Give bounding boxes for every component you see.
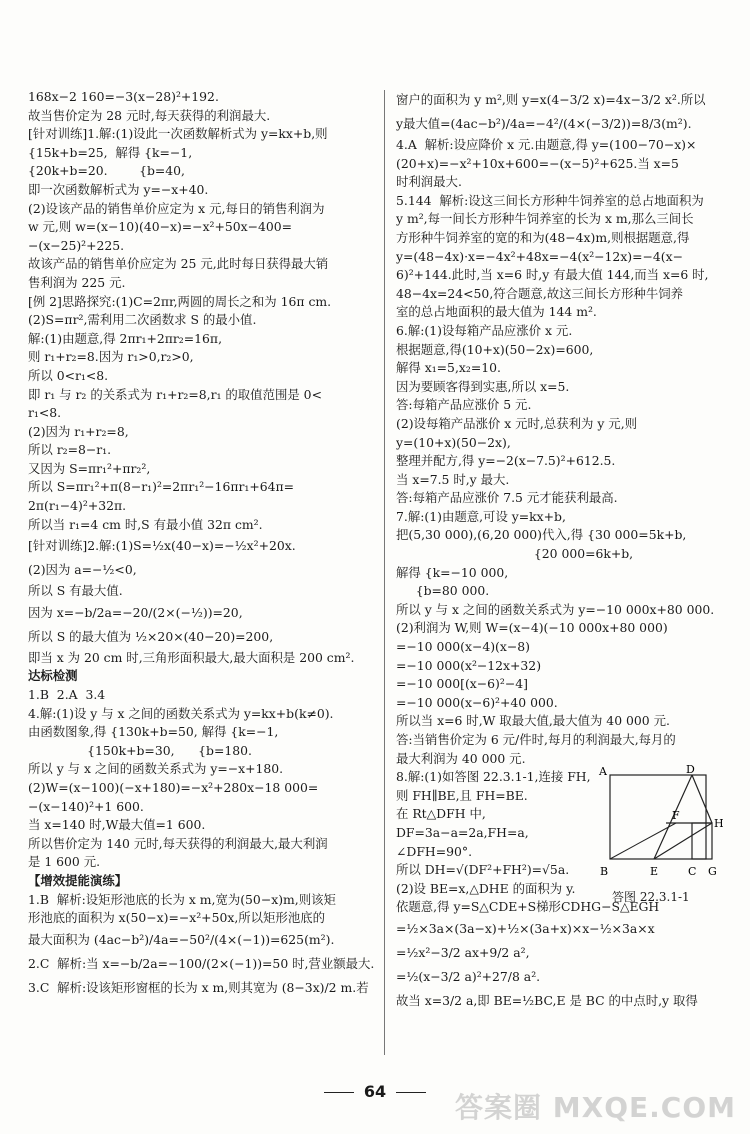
text-line: 因为要顾客得到实惠,所以 x=5.	[396, 378, 570, 394]
text-line: 当 x=7.5 时,y 最大.	[396, 471, 510, 487]
text-line: =−10 000[(x−6)²−4]	[396, 676, 528, 692]
text-line: 又因为 S=πr₁²+πr₂²,	[28, 460, 151, 476]
text-line: 所以 S=πr₁²+π(8−r₁)²=2πr₁²−16πr₁+64π=	[28, 479, 295, 495]
text-line: 所以当 x=6 时,W 取最大值,最大值为 40 000 元.	[396, 713, 670, 729]
text-line: 达标检测	[28, 668, 78, 684]
text-line: y最大值=(4ac−b²)/4a=−4²/(4×(−3/2))=8/3(m²).	[396, 116, 692, 131]
text-line: 故当 x=3/2 a,即 BE=½BC,E 是 BC 的中点时,y 取得	[396, 992, 698, 1008]
text-line: 6.解:(1)设每箱产品应涨价 x 元.	[396, 322, 573, 338]
text-line: 6)²+144.此时,当 x=6 时,y 有最大值 144,而当 x=6 时,	[396, 267, 709, 283]
text-line: 所以 y 与 x 之间的函数关系式为 y=−10 000x+80 000.	[396, 601, 715, 617]
text-line: {20k+b=20. {b=40,	[28, 163, 185, 179]
text-line: (2)设每箱产品涨价 x 元时,总获利为 y 元,则	[396, 415, 638, 431]
text-line: 3.C 解析:设该矩形窗框的长为 x m,则其宽为 (8−3x)/2 m.若	[28, 979, 369, 995]
geometry-figure	[596, 763, 724, 885]
text-line: 1.B 2.A 3.4	[28, 687, 106, 703]
text-line: (2)因为 r₁+r₂=8,	[28, 423, 129, 439]
text-line: 则 r₁+r₂=8.因为 r₁>0,r₂>0,	[28, 349, 194, 365]
text-line: [例 2]思路探究:(1)C=2πr,两圆的周长之和为 16π cm.	[28, 293, 332, 309]
text-line: =½(x−3/2 a)²+27/8 a².	[396, 968, 541, 984]
text-line: 5.144 解析:设这三间长方形种牛饲养室的总占地面积为	[396, 192, 704, 208]
text-line: 故该产品的销售单价应定为 25 元,此时每日获得最大销	[28, 256, 329, 272]
label-D: D	[686, 763, 695, 776]
text-line: 解得 x₁=5,x₂=10.	[396, 360, 501, 376]
text-line: 形池底的面积为 x(50−x)=−x²+50x,所以矩形池底的	[28, 910, 325, 926]
text-line: 1.B 解析:设矩形池底的长为 x m,宽为(50−x)m,则该矩	[28, 891, 336, 907]
text-line: 则 FH∥BE,且 FH=BE.	[396, 787, 528, 803]
text-line: y=(10+x)(50−2x),	[396, 434, 511, 450]
text-line: =½×3a×(3a−x)+½×(3a+x)×x−½×3a×x	[396, 920, 655, 936]
text-line: 8.解:(1)如答图 22.3.1-1,连接 FH,	[396, 769, 591, 785]
text-line: (2)W=(x−100)(−x+180)=−x²+280x−18 000=	[28, 780, 319, 795]
text-line: {150k+b=30, {b=180.	[28, 742, 252, 758]
text-line: 2.C 解析:当 x=−b/2a=−100/(2×(−1))=50 时,营业额最大.	[28, 955, 375, 971]
text-line: 售利润为 225 元.	[28, 274, 126, 290]
text-line: 即一次函数解析式为 y=−x+40.	[28, 181, 209, 197]
text-line: 所以 r₂=8−r₁.	[28, 442, 112, 458]
text-line: 整理并配方,得 y=−2(x−7.5)²+612.5.	[396, 453, 616, 469]
text-line: {15k+b=25, 解得 {k=−1,	[28, 144, 193, 160]
text-line: (20+x)=−x²+10x+600=−(x−5)²+625.当 x=5	[396, 155, 679, 171]
figure-caption: 答图 22.3.1-1	[612, 890, 690, 904]
label-B: B	[600, 865, 609, 878]
text-line: 48−4x=24<50,符合题意,故这三间长方形种牛饲养	[396, 285, 684, 301]
text-line: (2)利润为 W,则 W=(x−4)(−10 000x+80 000)	[396, 620, 668, 636]
text-line: 7.解:(1)由题意,可设 y=kx+b,	[396, 508, 566, 524]
text-line: 【增效提能演练】	[28, 872, 128, 888]
watermark-logo: 答案圈 MXQE.COM	[455, 1091, 736, 1124]
text-line: 2π(r₁−4)²+32π.	[28, 498, 127, 514]
text-line: 当 x=140 时,W最大值=1 600.	[28, 817, 206, 833]
label-A: A	[599, 765, 607, 778]
text-line: ∠DFH=90°.	[396, 843, 473, 859]
text-line: 把(5,30 000),(6,20 000)代入,得 {30 000=5k+b,	[396, 527, 687, 543]
text-line: 解得 {k=−10 000,	[396, 564, 509, 580]
text-line: (2)S=πr²,需利用二次函数求 S 的最小值.	[28, 312, 257, 328]
text-line: 最大面积为 (4ac−b²)/4a=−50²/(4×(−1))=625(m²).	[28, 931, 335, 947]
text-line: 所以售价定为 140 元时,每天获得的利润最大,最大利润	[28, 835, 328, 851]
text-line: 方形种牛饲养室的宽的和为(48−4x)m,则根据题意,得	[396, 229, 690, 245]
text-line: 答:当销售价定为 6 元/件时,每月的利润最大,每月的	[396, 732, 676, 747]
text-line: 所以 y 与 x 之间的函数关系式为 y=−x+180.	[28, 761, 284, 777]
text-line: (2)设 BE=x,△DHE 的面积为 y.	[396, 880, 576, 896]
text-line: [针对训练]2.解:(1)S=½x(40−x)=−½x²+20x.	[28, 538, 296, 554]
text-line: 是 1 600 元.	[28, 854, 101, 870]
text-line: 在 Rt△DFH 中,	[396, 806, 486, 822]
text-line: r₁<8.	[28, 405, 62, 421]
text-line: =½x²−3/2 ax+9/2 a²,	[396, 944, 530, 960]
text-line: 故当售价定为 28 元时,每天获得的利润最大.	[28, 107, 271, 123]
text-line: 答:每箱产品应涨价 5 元.	[396, 397, 532, 413]
text-line: −(x−140)²+1 600.	[28, 798, 144, 814]
text-line: y m²,每一间长方形种牛饲养室的长为 x m,那么三间长	[396, 211, 694, 227]
text-line: 最大利润为 40 000 元.	[396, 750, 526, 766]
text-line: 所以 S 有最大值.	[28, 583, 123, 599]
text-line: 所以当 r₁=4 cm 时,S 有最小值 32π cm².	[28, 516, 263, 532]
text-line: 因为 x=−b/2a=−20/(2×(−½))=20,	[28, 604, 243, 620]
page-number: 64	[0, 1082, 750, 1101]
left-column	[28, 88, 375, 1000]
text-line: 所以 S 的最大值为 ½×20×(40−20)=200,	[28, 628, 274, 644]
text-line: (2)设该产品的销售单价应定为 x 元,每日的销售利润为	[28, 200, 325, 216]
text-line: 即 r₁ 与 r₂ 的关系式为 r₁+r₂=8,r₁ 的取值范围是 0<	[28, 386, 322, 402]
text-line: 依题意,得 y=S△CDE+S梯形CDHG−S△EGH	[396, 899, 660, 915]
text-line: {b=80 000.	[396, 583, 490, 599]
label-C: C	[688, 865, 697, 878]
text-line: =−10 000(x²−12x+32)	[396, 657, 542, 673]
label-H: H	[714, 817, 724, 830]
label-F: F	[672, 809, 680, 822]
text-line: 窗户的面积为 y m²,则 y=x(4−3/2 x)=4x−3/2 x².所以	[396, 92, 706, 107]
text-line: 4.A 解析:设应降价 x 元.由题意,得 y=(100−70−x)×	[396, 137, 697, 152]
label-E: E	[650, 865, 659, 878]
text-line: 所以 0<r₁<8.	[28, 367, 109, 383]
label-G: G	[708, 865, 717, 878]
text-line: y=(48−4x)·x=−4x²+48x=−4(x²−12x)=−4(x−	[396, 248, 683, 264]
text-line: 168x−2 160=−3(x−28)²+192.	[28, 89, 219, 104]
text-line: w 元,则 w=(x−10)(40−x)=−x²+50x−400=	[28, 219, 293, 235]
text-line: 由函数图象,得 {130k+b=50, 解得 {k=−1,	[28, 724, 279, 740]
text-line: 根据题意,得(10+x)(50−2x)=600,	[396, 341, 594, 357]
text-line: 所以 DH=√(DF²+FH²)=√5a.	[396, 862, 570, 878]
text-line: =−10 000(x−6)²+40 000.	[396, 694, 558, 710]
text-line: [针对训练]1.解:(1)设此一次函数解析式为 y=kx+b,则	[28, 126, 328, 142]
text-line: =−10 000(x−4)(x−8)	[396, 639, 530, 655]
text-line: 解:(1)由题意,得 2πr₁+2πr₂=16π,	[28, 330, 223, 346]
column-divider	[384, 90, 385, 1055]
text-line: 4.解:(1)设 y 与 x 之间的函数关系式为 y=kx+b(k≠0).	[28, 705, 334, 721]
text-line: 时利润最大.	[396, 174, 462, 190]
text-line: {20 000=6k+b,	[396, 546, 634, 562]
text-line: 答:每箱产品应涨价 7.5 元才能获利最高.	[396, 490, 618, 506]
text-line: (2)因为 a=−½<0,	[28, 562, 137, 578]
text-line: 即当 x 为 20 cm 时,三角形面积最大,最大面积是 200 cm².	[28, 649, 355, 665]
text-line: 室的总占地面积的最大值为 144 m².	[396, 304, 597, 320]
text-line: DF=3a−a=2a,FH=a,	[396, 824, 529, 840]
text-line: −(x−25)²+225.	[28, 237, 125, 253]
